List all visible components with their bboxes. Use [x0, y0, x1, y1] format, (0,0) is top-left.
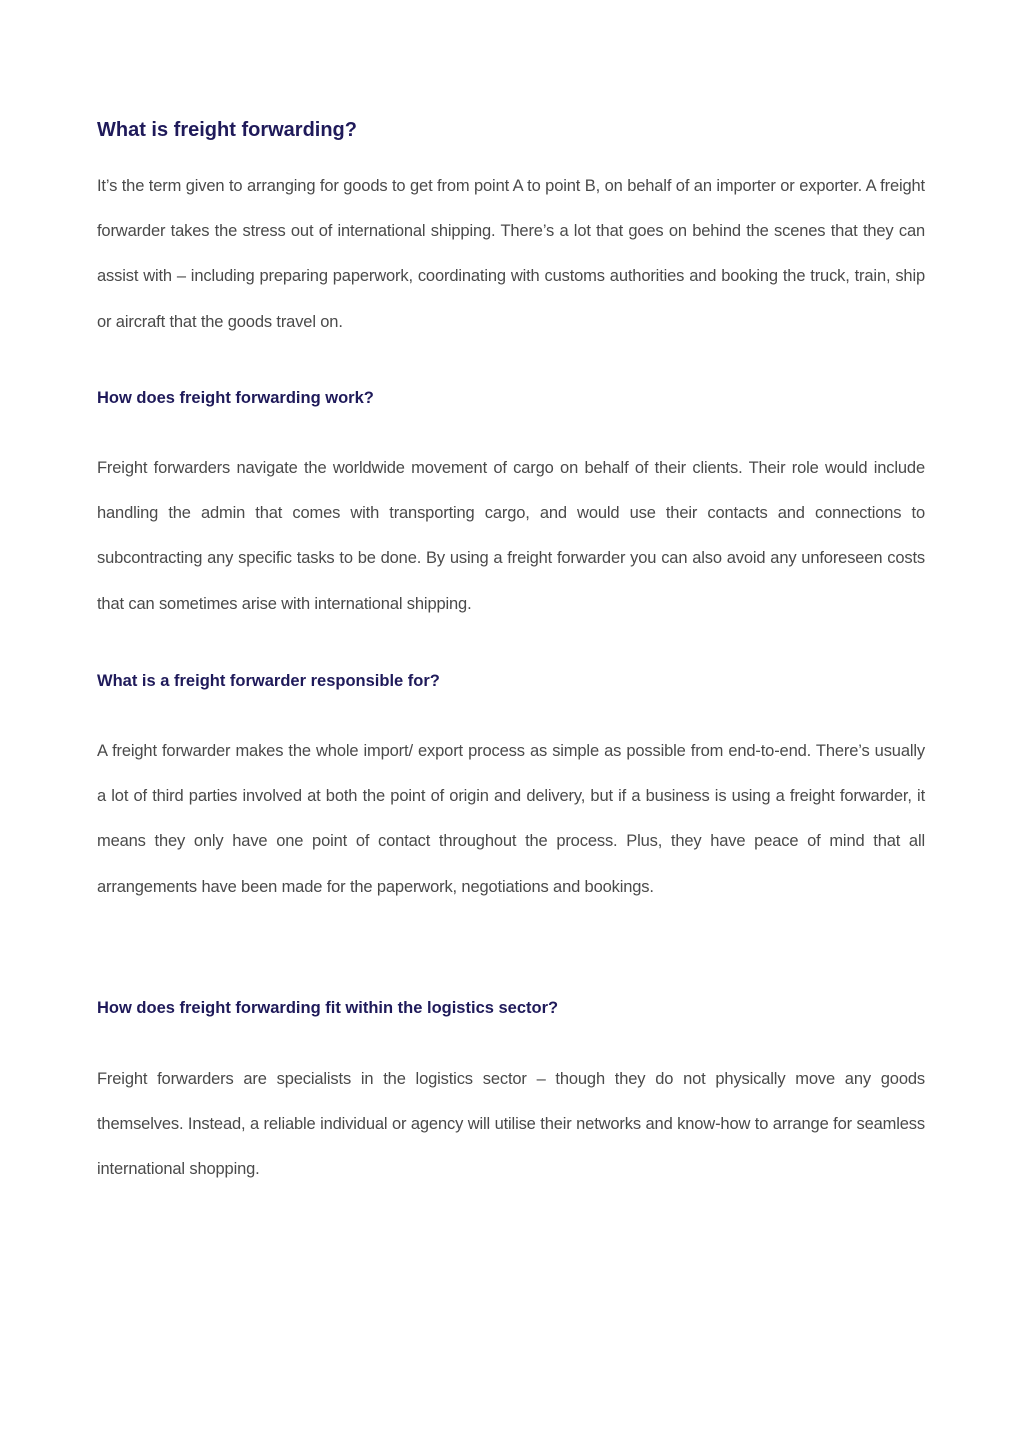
section-paragraph-responsibilities: A freight forwarder makes the whole import/ export process as simple as possible from end-to-end. There’s usually a lot of third parties involved at both the point of origin and delivery, but if a business is using a freight forwarder, it means they only have one point of contact throughout the process. Plus, they have peace of mind that all arrangements have been made for the paperwork, negotiations and bookings.: [97, 742, 925, 896]
section-heading-logistics-sector: How does freight forwarding fit within the logistics sector?: [97, 999, 559, 1017]
document-title: What is freight forwarding?: [97, 119, 357, 141]
intro-paragraph: It’s the term given to arranging for goods to get from point A to point B, on behalf of an importer or exporter. A freight forwarder takes the stress out of international shipping. There’s a lot that goes on behind the scenes that they can assist with – including preparing paperwork, coordinating with customs authorities and booking the truck, train, ship or aircraft that the goods travel on.: [97, 177, 925, 331]
section-paragraph-how-it-works: Freight forwarders navigate the worldwide movement of cargo on behalf of their clients. Their role would include handling the admin that comes with transporting cargo, and would use their contacts and connections to subcontracting any specific tasks to be done. By using a freight forwarder you can also avoid any unforeseen costs that can sometimes arise with international shipping.: [97, 459, 925, 613]
section-heading-how-it-works: How does freight forwarding work?: [97, 389, 374, 407]
section-paragraph-logistics-sector: Freight forwarders are specialists in the logistics sector – though they do not physically move any goods themselves. Instead, a reliable individual or agency will utilise their networks and know-how to arrange for seamless international shopping.: [97, 1070, 925, 1179]
section-heading-responsibilities: What is a freight forwarder responsible for?: [97, 672, 440, 690]
